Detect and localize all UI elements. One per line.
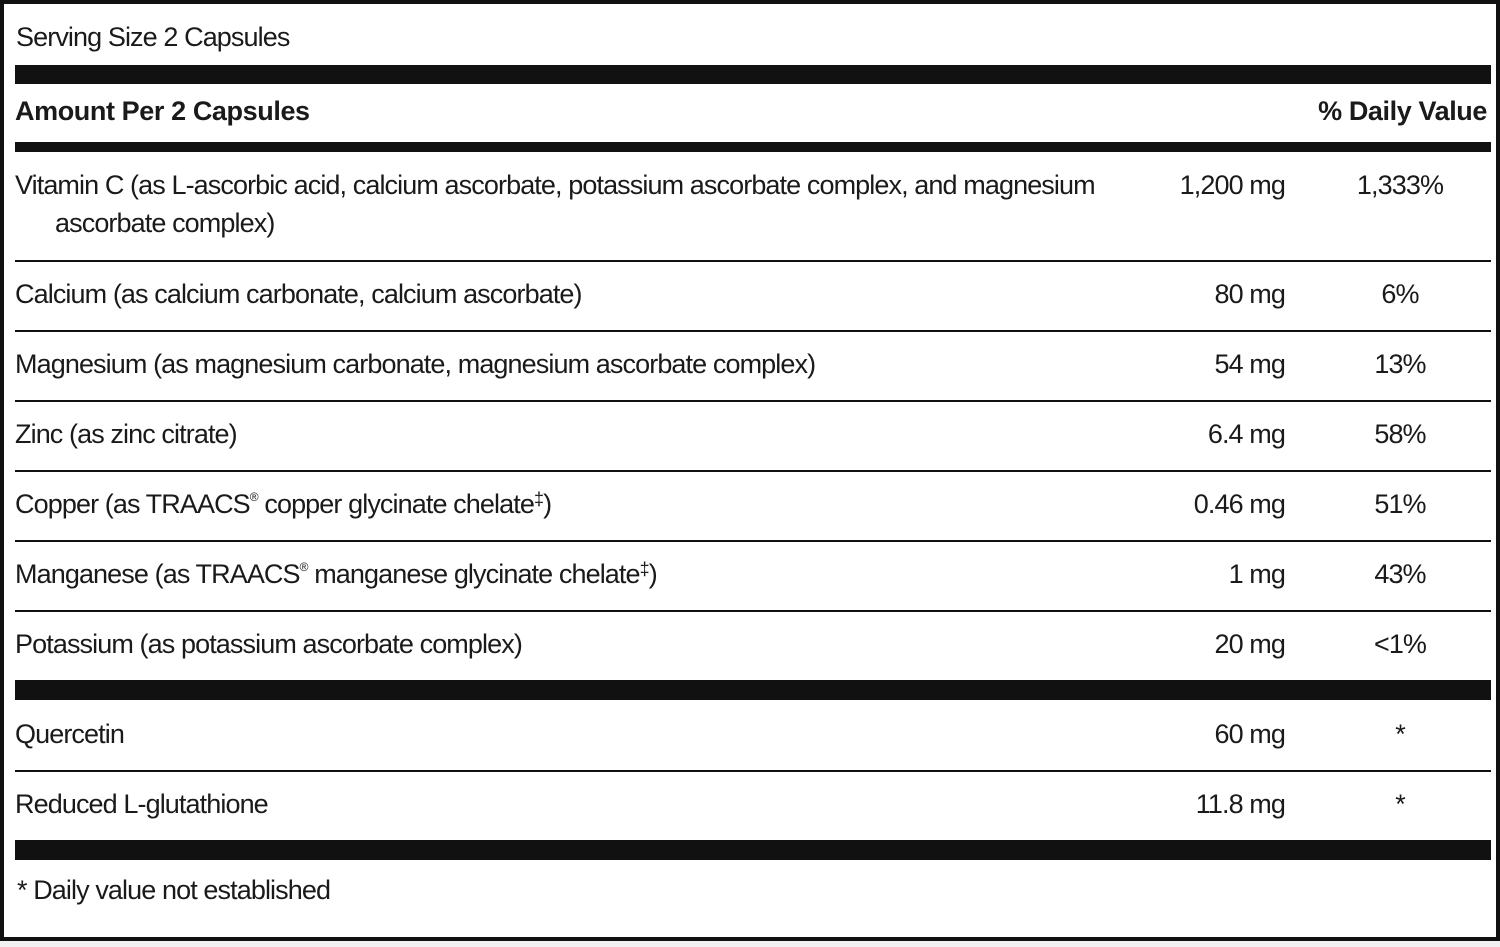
name-text: Manganese (as TRAACS	[15, 559, 300, 589]
medium-divider	[15, 142, 1491, 152]
nutrient-name: Calcium (as calcium carbonate, calcium ascorbate)	[15, 279, 582, 309]
thick-divider-bottom	[15, 840, 1491, 860]
row-divider	[15, 330, 1491, 332]
nutrient-amount: 0.46 mg	[1193, 489, 1285, 519]
nutrient-amount: 1 mg	[1228, 559, 1285, 589]
ingredient-amount: 11.8 mg	[1195, 789, 1285, 819]
nutrient-daily-value: 13%	[1374, 349, 1426, 379]
name-text: manganese glycinate chelate	[307, 559, 640, 589]
name-text: )	[543, 489, 552, 519]
row-divider	[15, 610, 1491, 612]
nutrient-amount: 1,200 mg	[1179, 170, 1285, 200]
row-divider	[15, 470, 1491, 472]
registered-mark: ®	[299, 560, 308, 574]
ingredient-daily-value: *	[1395, 789, 1405, 819]
row-divider	[15, 540, 1491, 542]
serving-size: Serving Size 2 Capsules	[16, 22, 290, 52]
nutrient-name: Vitamin C (as L-ascorbic acid, calcium ascorbate, potassium ascorbate complex, and magnesium ascorbate complex)	[15, 170, 1095, 238]
nutrient-amount: 20 mg	[1214, 629, 1285, 659]
nutrient-daily-value: <1%	[1373, 629, 1427, 659]
amount-per-serving-heading: Amount Per 2 Capsules	[15, 96, 310, 126]
nutrient-name: Potassium (as potassium ascorbate complex)	[15, 629, 522, 659]
nutrient-name: Magnesium (as magnesium carbonate, magnesium ascorbate complex)	[15, 349, 816, 379]
name-text: copper glycinate chelate	[257, 489, 534, 519]
nutrient-daily-value: 6%	[1381, 279, 1419, 309]
name-text: )	[648, 559, 657, 589]
name-text: Copper (as TRAACS	[15, 489, 250, 519]
ingredient-name: Reduced L-glutathione	[15, 789, 268, 819]
nutrient-daily-value: 43%	[1374, 559, 1426, 589]
nutrient-name	[15, 485, 1155, 523]
ingredient-name: Quercetin	[15, 719, 124, 749]
row-divider	[15, 260, 1491, 262]
dagger-mark: ‡	[533, 489, 544, 509]
nutrient-amount: 54 mg	[1214, 349, 1285, 379]
registered-mark: ®	[249, 490, 258, 504]
ingredient-amount: 60 mg	[1214, 719, 1285, 749]
daily-value-heading: % Daily Value	[1318, 96, 1487, 126]
nutrient-daily-value: 51%	[1374, 489, 1426, 519]
nutrient-name: Zinc (as zinc citrate)	[15, 419, 237, 449]
ingredient-daily-value: *	[1395, 719, 1405, 749]
nutrient-amount: 80 mg	[1214, 279, 1285, 309]
row-divider	[15, 770, 1491, 772]
dagger-mark: ‡	[639, 559, 649, 579]
daily-value-footnote: * Daily value not established	[17, 875, 331, 905]
row-divider	[15, 400, 1491, 402]
thick-divider-middle	[15, 680, 1491, 700]
thick-divider-top	[15, 65, 1491, 84]
nutrient-daily-value: 58%	[1374, 419, 1426, 449]
nutrient-daily-value: 1,333%	[1356, 170, 1444, 200]
nutrient-amount: 6.4 mg	[1207, 419, 1285, 449]
nutrient-name	[15, 555, 1155, 593]
